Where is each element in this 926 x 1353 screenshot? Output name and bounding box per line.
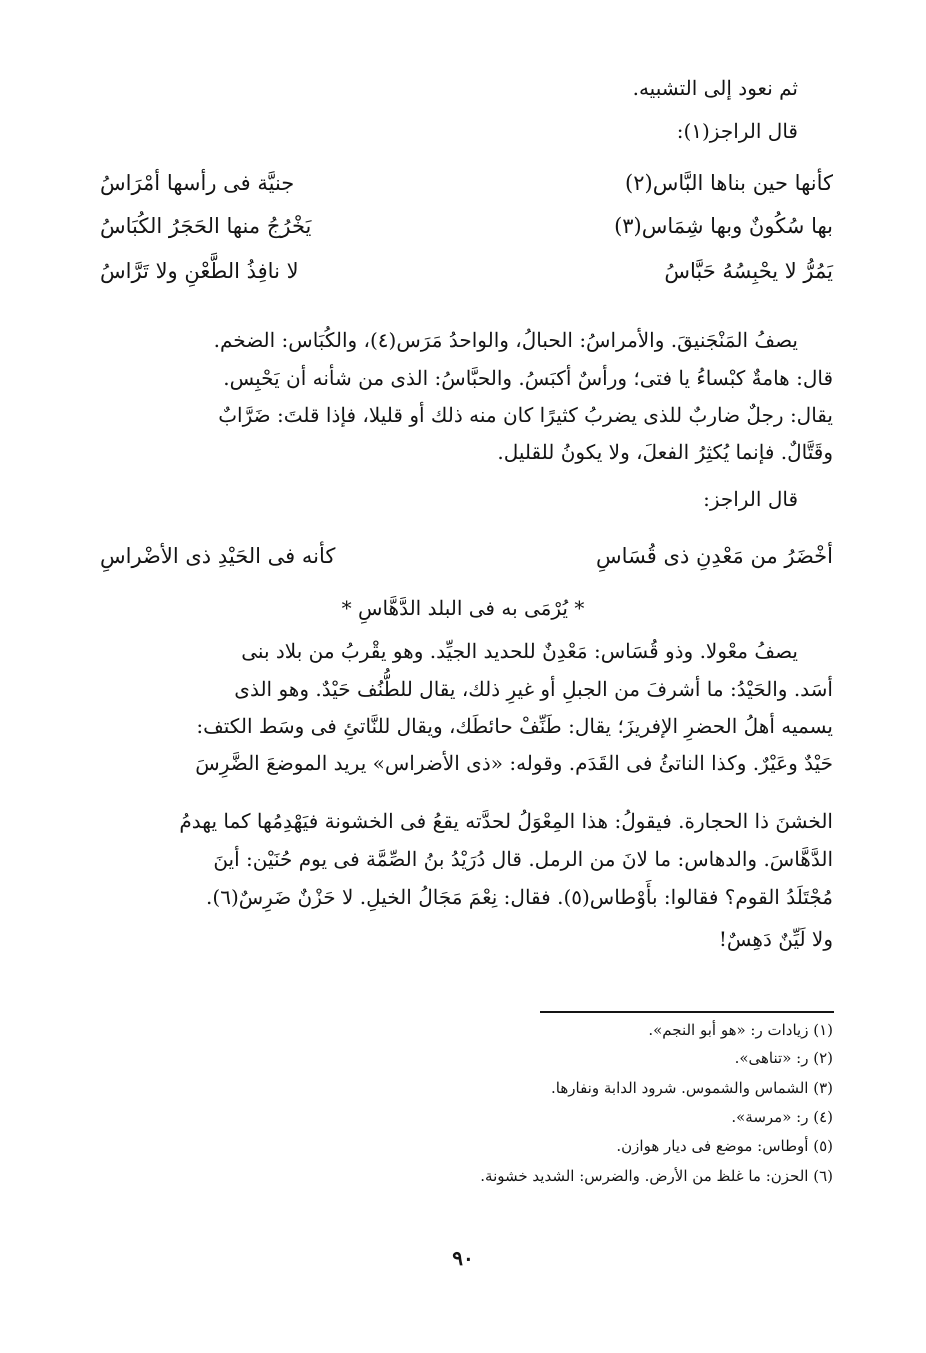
paragraph-line: قال: هامةٌ كبْساءُ يا فتى؛ ورأسٌ أكبَسُ. والحبَّاسُ: الذى من شأنه أن يَحْبِس. [223, 366, 833, 390]
paragraph-line: حَيْدٌ وعَيْرٌ. وكذا الناتئُ فى القَدَم. وقوله: «ذى الأضراس» يريد الموضعَ الضَّرِسَ [195, 751, 833, 775]
verse-row [100, 163, 833, 203]
footnote: (٢) ر: «تناهى». [734, 1049, 833, 1067]
single-verse: * يُرْمَى به فى البلد الدَّهَّاسِ * [341, 596, 585, 620]
poet-label: قال الراجز(١): [676, 119, 798, 143]
paragraph-line: يسميه أهلُ الحضرِ الإفريزَ؛ يقال: طَنِّفْ حائطَك، ويقال للنَّاتئِ فى وسَط الكتف: [196, 714, 833, 738]
footnote-separator [540, 1011, 834, 1013]
verse-first-hemistich: أخْضَرُ من مَعْدِنِ ذى قُسَاسِ [596, 544, 833, 568]
poet-label: قال الراجز: [703, 487, 798, 511]
footnote: (٦) الحزن: ما غلظ من الأرض. والضرس: الشديد خشونة. [480, 1167, 833, 1185]
verse-first-hemistich: كأنها حين بناها البَّاس(٢) [625, 171, 833, 195]
verse-row [100, 536, 833, 576]
footnote: (٣) الشماس والشموس. شرود الدابة ونفارها. [551, 1079, 833, 1097]
verse-first-hemistich: يَمُرُّ لا يحْبِسُهُ حَبَّاسُ [664, 259, 833, 283]
paragraph-line: يصفُ المَنْجَنيقَ. والأمراسُ: الحبالُ، والواحدُ مَرَس(٤)، والكُبَاس: الضخم. [213, 328, 798, 352]
paragraph-line: وقَتَّالٌ. فإنما يُكثِرُ الفعلَ، ولا يكونُ للقليل. [497, 440, 833, 464]
verse-row [100, 206, 833, 246]
verse-row [100, 251, 833, 291]
verse-second-hemistich: يَخْرُجُ منها الحَجَرُ الكُبَاسُ [100, 214, 312, 238]
paragraph-line: الدَّهَّاسَ. والدهاس: ما لانَ من الرمل. قال دُرَيْدُ بنُ الصِّمَّة فى يوم حُنَيْن: أينَ [213, 847, 833, 871]
verse-first-hemistich: بها سُكُونٌ وبها شِمَاس(٣) [614, 214, 833, 238]
paragraph-line: يقال: رجلٌ ضاربٌ للذى يضربُ كثيرًا كان منه ذلك أو قليلا، فإذا قلتَ: ضَرَّابٌ [218, 403, 833, 427]
intro-line: ثم نعود إلى التشبيه. [632, 76, 798, 100]
paragraph-line: مُجْتَلَدُ القوم؟ فقالوا: بأَوْطاس(٥). فقال: نِعْمَ مَجَالُ الخيلِ. لا حَزْنٌ ضَرِسٌ(٦). [206, 885, 833, 909]
paragraph-line: يصفُ معْولا. وذو قُسَاس: مَعْدِنٌ للحديد الجيِّد. وهو يقْربُ من بلاد بنى [241, 639, 798, 663]
verse-second-hemistich: لا نافِذُ الطَّعْنِ ولا تَرَّاسُ [100, 259, 299, 283]
footnote: (١) زيادات ر: «هو أبو النجم». [648, 1021, 833, 1039]
footnote: (٤) ر: «مرسة». [731, 1108, 833, 1126]
verse-second-hemistich: كأنه فى الحَيْدِ ذى الأضْراسِ [100, 544, 336, 568]
paragraph-line: ولا لَيِّنٌ دَهِسٌ! [718, 927, 833, 951]
footnote: (٥) أوطاس: موضع فى ديار هوازن. [616, 1137, 833, 1155]
page-number: ٩٠ [452, 1246, 474, 1270]
paragraph-line: الخشنَ ذا الحجارة. فيقولُ: هذا المِعْوَلُ لحدَّته يقعُ فى الخشونة فيَهْدِمُها كما يهدمُ [179, 809, 833, 833]
paragraph-line: أسَد. والحَيْدُ: ما أشرفَ من الجبلِ أو غيرِ ذلك، يقال للطُّنُف حَيْدٌ. وهو الذى [234, 677, 833, 701]
verse-second-hemistich: جنيَّة فى رأسها أمْرَاسُ [100, 171, 295, 195]
